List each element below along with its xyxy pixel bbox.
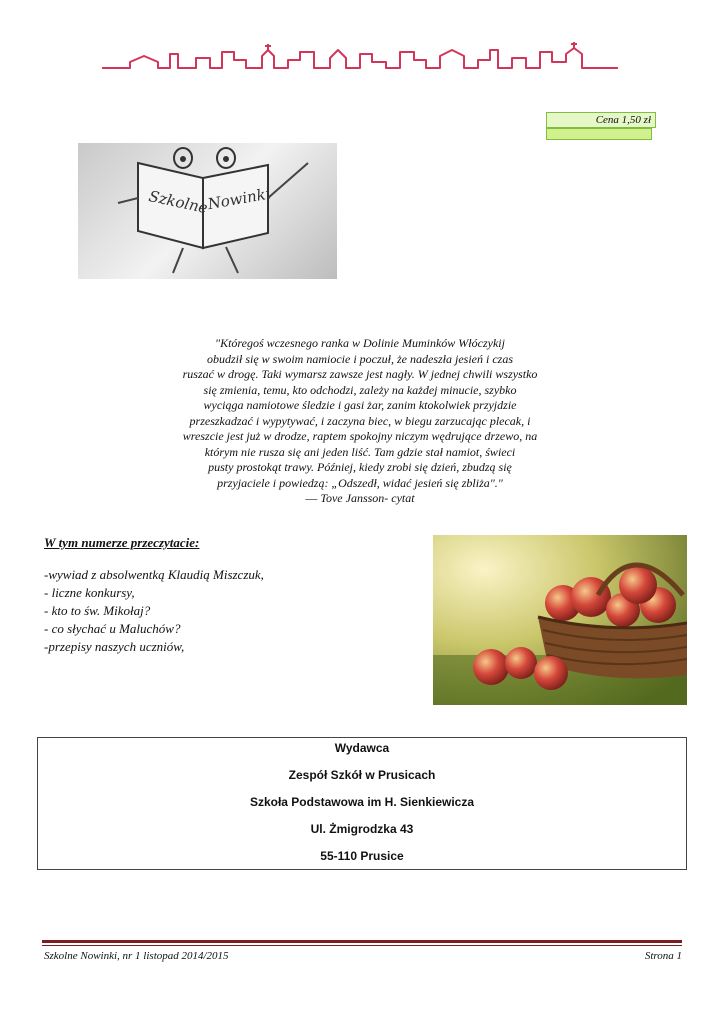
contents-heading: W tym numerze przeczytacie: [44, 535, 200, 550]
quote-line: ruszać w drogę. Taki wymarsz zawsze jest nagły. W jednej chwili wszystko [182, 367, 538, 381]
footer-page-number: Strona 1 [644, 950, 682, 962]
quote-line: wreszcie jest już w drodze, raptem spokojny niczym wędrujące drzewo, na [182, 429, 538, 443]
quote-line: "Któregoś wczesnego ranka w Dolinie Muminków Włóczykij [215, 336, 505, 350]
contents-item: - kto to św. Mikołaj? [44, 603, 151, 618]
logo-text-left: Szkolne [147, 187, 210, 218]
apple-basket-photo [433, 535, 687, 705]
publisher-box [37, 737, 687, 870]
quote-block [170, 336, 550, 507]
footer-rule-thin [42, 945, 682, 946]
publisher-line: Szkoła Podstawowa im H. Sienkiewicza [249, 795, 475, 809]
footer-issue-info: Szkolne Nowinki, nr 1 listopad 2014/2015 [44, 950, 229, 962]
town-skyline-decoration [100, 40, 620, 74]
contents-item: -wywiad z absolwentką Klaudią Miszczuk, [44, 567, 264, 582]
quote-line: którym nie rusza się ani jeden liść. Tam gdzie stał namiot, świeci [204, 444, 516, 459]
footer-rule [42, 940, 682, 943]
quote-line: pusty prostokąt trawy. Później, kiedy zrobi się dzień, zbudzą się [208, 460, 512, 474]
contents-item: - co słychać u Maluchów? [44, 621, 181, 636]
contents-list [44, 566, 264, 656]
logo-text-right: Nowinki [206, 184, 272, 214]
quote-line: wyciąga namiotowe śledzie i gasi żar, zanim ktokolwiek przyjdzie [203, 398, 517, 412]
publisher-line: Ul. Żmigrodzka 43 [310, 822, 414, 836]
quote-line: przeszkadzać i wypytywać, i zaczyna biec, w biegu zarzucając plecak, i [189, 413, 531, 428]
price-bar-decoration [546, 128, 652, 140]
newsletter-logo-drawing [78, 143, 337, 279]
publisher-title: Wydawca [334, 741, 390, 755]
quote-line: obudził się w swoim namiocie i poczuł, że nadeszła jesień i czas [207, 351, 513, 366]
quote-attribution: ― Tove Jansson- cytat [305, 491, 415, 505]
contents-item: - liczne konkursy, [44, 585, 135, 600]
publisher-line: 55-110 Prusice [320, 849, 404, 863]
reading-frog-sketch [78, 143, 337, 279]
publisher-line: Zespół Szkół w Prusicach [288, 768, 436, 782]
quote-line: przyjaciele i powiedzą: „Odszedł, widać jesień się zbliża"." [217, 475, 503, 490]
quote-line: się zmienia, temu, kto odchodzi, zależy na każdej minucie, szybko [203, 382, 517, 397]
contents-item: -przepisy naszych uczniów, [44, 639, 185, 654]
price-label: Cena 1,50 zł [546, 112, 656, 128]
